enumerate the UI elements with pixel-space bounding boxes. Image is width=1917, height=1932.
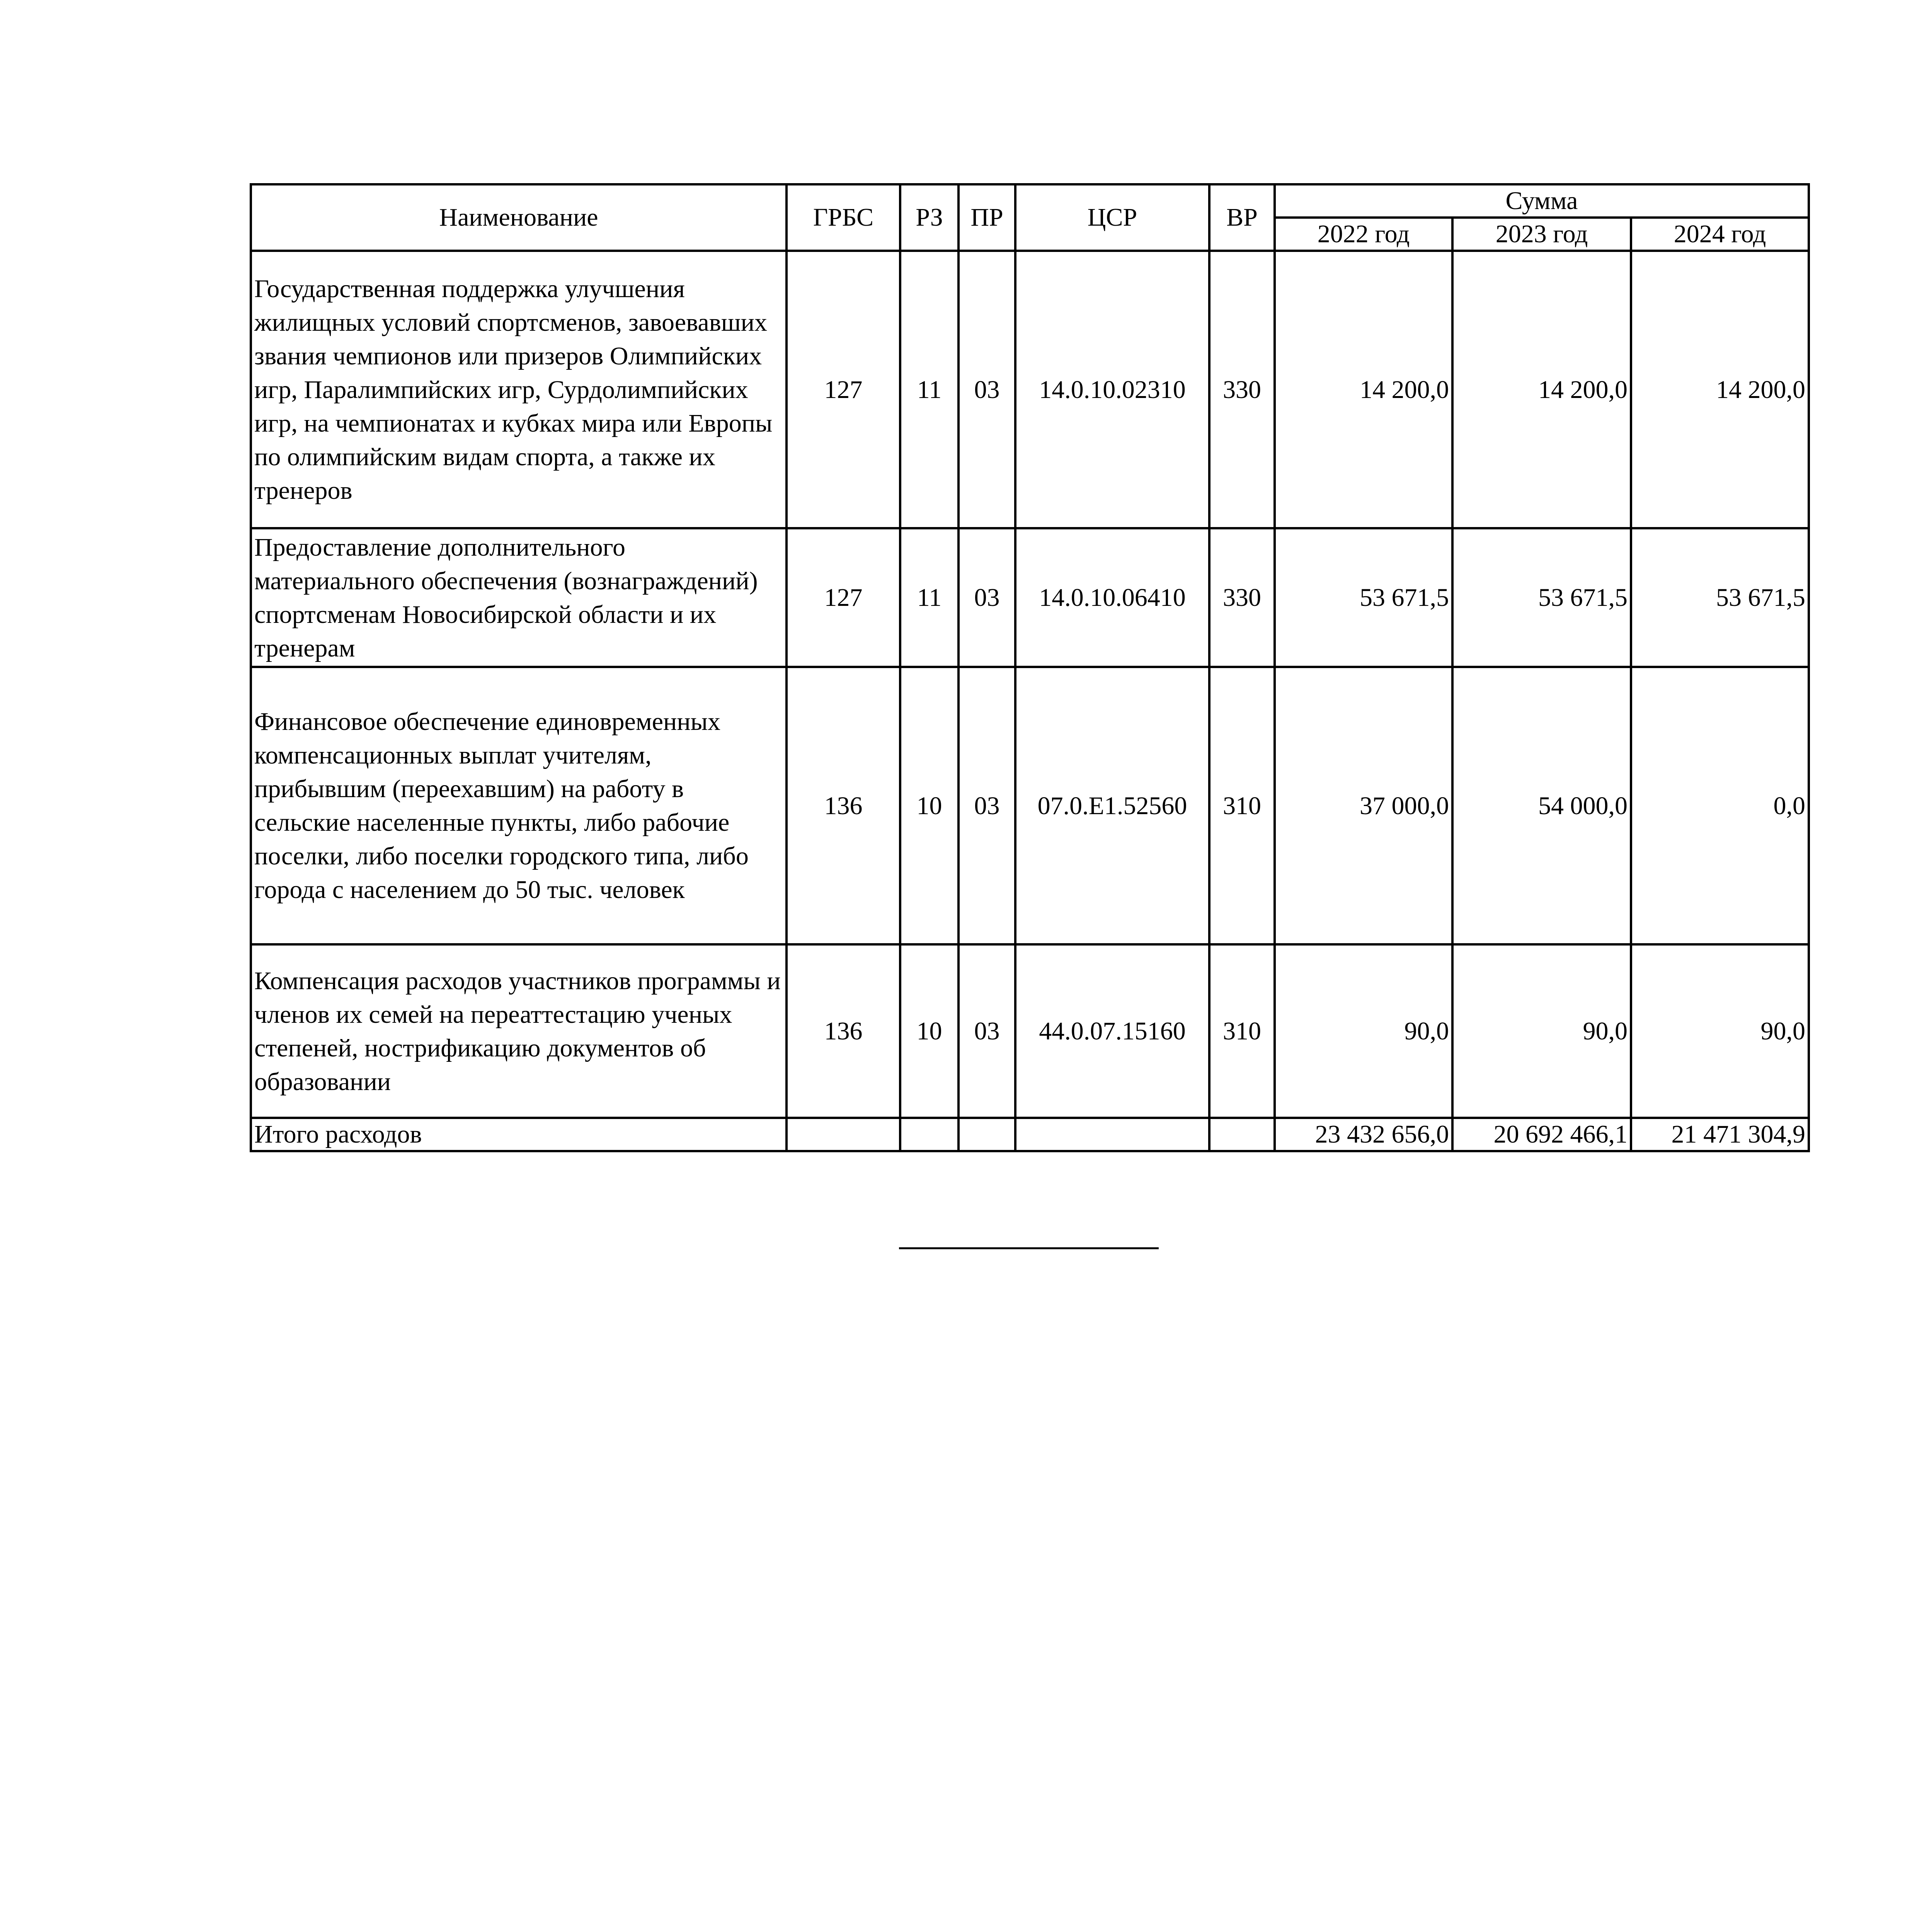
header-pr: ПР (958, 184, 1015, 251)
row-rz: 10 (900, 944, 958, 1118)
row-sum-2024: 14 200,0 (1631, 251, 1809, 528)
row-sum-2024: 53 671,5 (1631, 528, 1809, 667)
row-csr: 14.0.10.02310 (1015, 251, 1209, 528)
row-vr: 310 (1209, 944, 1275, 1118)
row-vr: 330 (1209, 251, 1275, 528)
header-sum: Сумма (1275, 184, 1809, 218)
table-row (251, 667, 1809, 944)
row-sum-2022: 53 671,5 (1275, 528, 1452, 667)
row-sum-2024: 0,0 (1631, 667, 1809, 944)
row-rz: 10 (900, 667, 958, 944)
header-csr: ЦСР (1015, 184, 1209, 251)
end-divider-line (899, 1247, 1159, 1249)
row-pr: 03 (958, 251, 1015, 528)
total-sum-2024: 21 471 304,9 (1631, 1118, 1809, 1151)
row-rz: 11 (900, 528, 958, 667)
total-empty-csr (1015, 1118, 1209, 1151)
row-grbs: 127 (787, 528, 900, 667)
row-name: Финансовое обеспечение единовременных компенсационных выплат учителям, прибывшим (переехавшим) на работу в сельские населенные пункты, либо рабочие поселки, либо поселки городского типа, либо города с населением до 50 тыс. человек (251, 667, 787, 944)
total-empty-pr (958, 1118, 1015, 1151)
header-year-2023: 2023 год (1452, 218, 1631, 251)
row-name: Компенсация расходов участников программы и членов их семей на переаттестацию ученых степеней, нострификацию документов об образовании (251, 944, 787, 1118)
row-csr: 07.0.E1.52560 (1015, 667, 1209, 944)
row-csr: 44.0.07.15160 (1015, 944, 1209, 1118)
row-grbs: 127 (787, 251, 900, 528)
header-row-top (251, 184, 1809, 218)
row-vr: 310 (1209, 667, 1275, 944)
header-rz: РЗ (900, 184, 958, 251)
row-csr: 14.0.10.06410 (1015, 528, 1209, 667)
row-pr: 03 (958, 528, 1015, 667)
total-sum-2022: 23 432 656,0 (1275, 1118, 1452, 1151)
row-sum-2024: 90,0 (1631, 944, 1809, 1118)
row-grbs: 136 (787, 667, 900, 944)
header-grbs: ГРБС (787, 184, 900, 251)
row-name: Государственная поддержка улучшения жилищных условий спортсменов, завоевавших звания чемпионов или призеров Олимпийских игр, Паралимпийских игр, Сурдолимпийских игр, на чемпионатах и кубках мира или Европы по олимпийским видам спорта, а также их тренеров (251, 251, 787, 528)
row-sum-2023: 54 000,0 (1452, 667, 1631, 944)
expenditure-table (250, 183, 1810, 1152)
row-sum-2023: 90,0 (1452, 944, 1631, 1118)
total-empty-vr (1209, 1118, 1275, 1151)
header-vr: ВР (1209, 184, 1275, 251)
table-row (251, 528, 1809, 667)
row-rz: 11 (900, 251, 958, 528)
total-sum-2023: 20 692 466,1 (1452, 1118, 1631, 1151)
row-sum-2023: 14 200,0 (1452, 251, 1631, 528)
row-sum-2022: 14 200,0 (1275, 251, 1452, 528)
row-pr: 03 (958, 667, 1015, 944)
total-label: Итого расходов (251, 1118, 787, 1151)
row-vr: 330 (1209, 528, 1275, 667)
row-name: Предоставление дополнительного материального обеспечения (вознаграждений) спортсменам Новосибирской области и их тренерам (251, 528, 787, 667)
header-name: Наименование (251, 184, 787, 251)
row-sum-2023: 53 671,5 (1452, 528, 1631, 667)
table-row (251, 944, 1809, 1118)
table-row (251, 251, 1809, 528)
row-grbs: 136 (787, 944, 900, 1118)
total-empty-grbs (787, 1118, 900, 1151)
total-row (251, 1118, 1809, 1151)
row-sum-2022: 90,0 (1275, 944, 1452, 1118)
row-sum-2022: 37 000,0 (1275, 667, 1452, 944)
total-empty-rz (900, 1118, 958, 1151)
row-pr: 03 (958, 944, 1015, 1118)
header-year-2024: 2024 год (1631, 218, 1809, 251)
header-year-2022: 2022 год (1275, 218, 1452, 251)
